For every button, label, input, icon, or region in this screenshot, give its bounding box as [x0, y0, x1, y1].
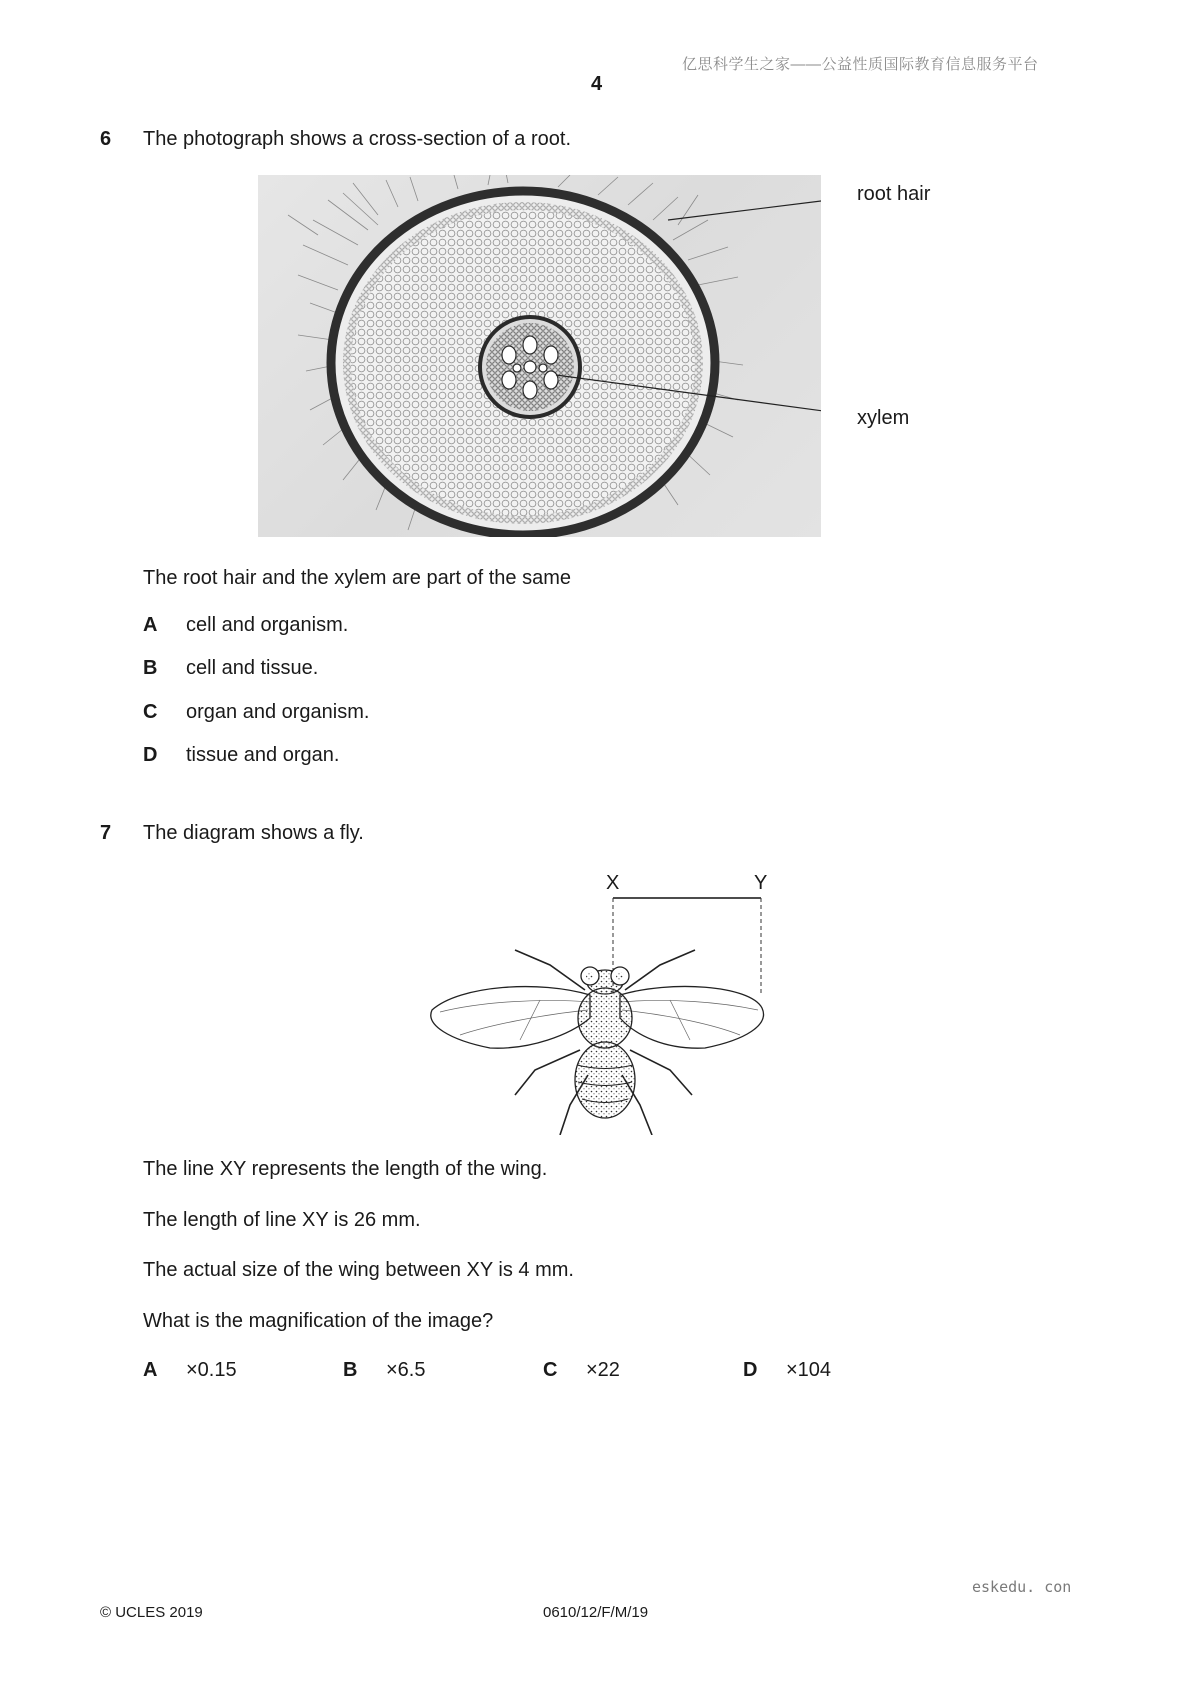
question-7-line-1: The line XY represents the length of the wing. [143, 1158, 548, 1180]
question-7-stem: The diagram shows a fly. [143, 822, 364, 844]
question-7-line-3: The actual size of the wing between XY is 4 mm. [143, 1259, 574, 1281]
q7-option-c-text: ×22 [586, 1359, 620, 1381]
fly-thorax [578, 988, 632, 1048]
q7-option-a-text: ×0.15 [186, 1359, 237, 1381]
question-6-prompt: The root hair and the xylem are part of the same [143, 567, 571, 589]
question-6-stem: The photograph shows a cross-section of a root. [143, 128, 572, 150]
footer-paper-code: 0610/12/F/M/19 [543, 1604, 649, 1621]
footer-watermark: eskedu. con [972, 1578, 1072, 1596]
q7-option-d-letter: D [743, 1359, 758, 1381]
question-7-line-2: The length of line XY is 26 mm. [143, 1209, 421, 1231]
q6-option-d-text: tissue and organ. [186, 744, 340, 766]
right-wing [620, 986, 763, 1048]
fly-diagram [420, 890, 780, 1135]
page-number: 4 [591, 73, 603, 95]
left-wing [431, 987, 590, 1049]
fly-abdomen [575, 1042, 635, 1118]
q7-option-b-text: ×6.5 [386, 1359, 426, 1381]
header-watermark: 亿思科学生之家——公益性质国际教育信息服务平台 [682, 56, 1039, 73]
q6-option-b-letter: B [143, 657, 158, 679]
question-7-line-4: What is the magnification of the image? [143, 1310, 494, 1332]
label-root-hair: root hair [857, 183, 931, 205]
q7-option-b-letter: B [343, 1359, 358, 1381]
q6-option-a-letter: A [143, 614, 158, 636]
label-xylem: xylem [857, 407, 910, 429]
q6-option-b-text: cell and tissue. [186, 657, 319, 679]
question-7-number: 7 [100, 822, 112, 844]
footer-copyright: © UCLES 2019 [100, 1604, 203, 1621]
q6-option-d-letter: D [143, 744, 158, 766]
q6-option-c-text: organ and organism. [186, 701, 370, 723]
label-x: X [606, 872, 620, 894]
root-cross-section-photo [258, 175, 821, 537]
label-y: Y [754, 872, 768, 894]
question-6-number: 6 [100, 128, 112, 150]
root-cross-section-illustration [258, 175, 821, 537]
q7-option-a-letter: A [143, 1359, 158, 1381]
q7-option-d-text: ×104 [786, 1359, 832, 1381]
q7-option-c-letter: C [543, 1359, 558, 1381]
q6-option-a-text: cell and organism. [186, 614, 349, 636]
q6-option-c-letter: C [143, 701, 158, 723]
